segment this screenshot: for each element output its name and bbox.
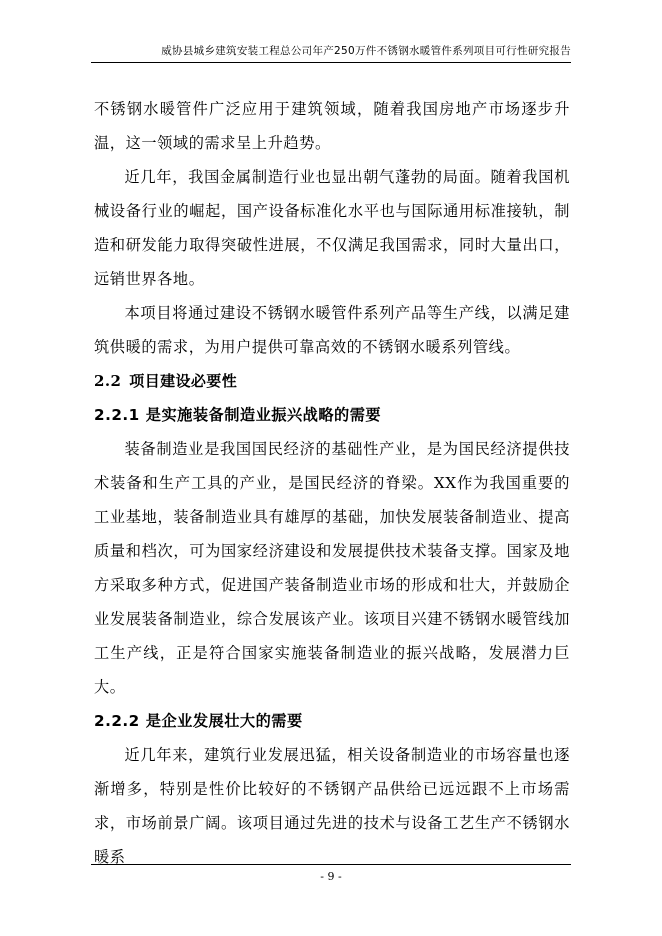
document-body <box>94 92 570 874</box>
subsection-heading-2-2-1 <box>94 398 570 432</box>
page-header <box>91 34 571 63</box>
section-title-text: 项目建设必要性 <box>129 372 238 390</box>
paragraph-2: 近几年，我国金属制造行业也显出朝气蓬勃的局面。随着我国机械设备行业的崛起，国产设备标准化水平也与国际通用标准接轨，制造和研发能力取得突破性进展，不仅满足我国需求，同时大量出口，远销世界各地。 <box>94 168 570 288</box>
section-number: 2.2 <box>94 372 122 390</box>
paragraph-1: 不锈钢水暖管件广泛应用于建筑领域，随着我国房地产市场逐步升温，这一领域的需求呈上升趋势。 <box>94 100 570 152</box>
subsection-title-text: 是企业发展壮大的需要 <box>145 712 303 730</box>
paragraph-3: 本项目将通过建设不锈钢水暖管件系列产品等生产线，以满足建筑供暖的需求，为用户提供可靠高效的不锈钢水暖系列管线。 <box>94 304 570 356</box>
subsection-heading-2-2-2 <box>94 704 570 738</box>
page-footer <box>91 864 571 884</box>
paragraph-5: 近几年来，建筑行业发展迅猛，相关设备制造业的市场容量也逐渐增多，特别是性价比较好的不锈钢产品供给已远远跟不上市场需求，市场前景广阔。该项目通过先进的技术与设备工艺生产不锈钢水暖系 <box>94 746 570 866</box>
subsection-number: 2.2.1 <box>94 406 140 424</box>
header-title: 威协县城乡建筑安装工程总公司年产250万件不锈钢水暖管件系列项目可行性研究报告 <box>161 45 571 57</box>
section-heading-2-2 <box>94 364 570 398</box>
page-number: - 9 - <box>320 870 342 883</box>
subsection-number: 2.2.2 <box>94 712 140 730</box>
paragraph-4: 装备制造业是我国国民经济的基础性产业，是为国民经济提供技术装备和生产工具的产业，是国民经济的脊梁。XX作为我国重要的工业基地，装备制造业具有雄厚的基础，加快发展装备制造业、提高质量和档次，可为国家经济建设和发展提供技术装备支撑。国家及地方采取多种方式，促进国产装备制造业市场的形成和壮大，并鼓励企业发展装备制造业，综合发展该产业。该项目兴建不锈钢水暖管线加工生产线，正是符合国家实施装备制造业的振兴战略，发展潜力巨大。 <box>94 440 570 696</box>
subsection-title-text: 是实施装备制造业振兴战略的需要 <box>145 406 382 424</box>
